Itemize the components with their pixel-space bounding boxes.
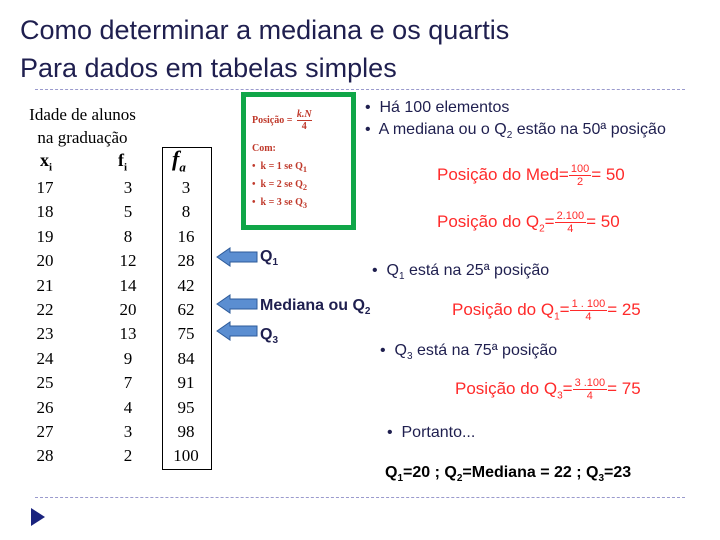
q1-arrow-label: $Q_1$ (260, 248, 279, 269)
table-row (0, 274, 160, 298)
cell-cumulative-frequency: 16 (177, 226, 195, 246)
formula-q2: Posição do $Q_2=$ $\frac{2.100}{4}$ = 50 (437, 210, 620, 235)
cell-frequency: 8 (123, 226, 133, 246)
cell-age: 27 (36, 422, 54, 441)
table-row (0, 298, 160, 322)
cell-cumulative-frequency: 100 (173, 446, 199, 466)
median-arrow-label: Mediana ou $Q_2$ (260, 297, 371, 318)
page-title: Como determinar a mediana e os quartis (20, 15, 510, 45)
formula-position: Posição = $\frac{k.N}{4}$ (252, 109, 312, 132)
cell-age: 17 (36, 178, 54, 197)
table-row (0, 225, 160, 249)
cell-frequency: 7 (123, 373, 133, 393)
cumulative-frequency-column (162, 176, 210, 469)
cell-age: 21 (36, 275, 54, 295)
bullet-elements: • Há 100 elementos (365, 99, 510, 116)
formula-q1: Posição do $Q_1=$ $\frac{1 . 100}{4}$ = 25 (452, 298, 641, 323)
table-row (0, 200, 160, 224)
cell-cumulative-frequency: 95 (177, 397, 195, 417)
arrow-left-icon (216, 294, 258, 314)
cell-age: 18 (36, 202, 54, 222)
cell-age: 28 (36, 446, 54, 466)
cell-cumulative-frequency: 91 (177, 373, 195, 393)
bullet-portanto: • Portanto... (387, 424, 476, 441)
cell-cumulative-frequency: 8 (181, 202, 191, 222)
bullet-median-position: • A mediana ou o $Q_2$ estão na 50ª posição (365, 121, 666, 142)
cell-frequency: 5 (123, 202, 133, 222)
cell-frequency: 12 (119, 251, 137, 271)
cell-age: 23 (36, 324, 54, 344)
cell-frequency: 4 (123, 397, 133, 417)
cell-cumulative-frequency: 3 (181, 178, 191, 197)
cell-cumulative-frequency: 42 (177, 275, 195, 295)
q3-arrow-label: $Q_3$ (260, 326, 279, 347)
table-row (0, 347, 160, 371)
table-row (0, 371, 160, 395)
formula-q3: Posição do $Q_3=$ $\frac{3 .100}{4}$ = 75 (455, 377, 641, 402)
cell-age: 25 (36, 373, 54, 393)
col-header-xi: $x_i$ (40, 150, 53, 174)
cell-frequency: 3 (123, 178, 133, 197)
table-row (0, 396, 160, 420)
cell-frequency: 14 (119, 275, 137, 295)
cell-age: 22 (36, 300, 54, 319)
table-caption-line2: na graduação (37, 128, 128, 147)
arrow-left-icon (216, 247, 258, 267)
cell-cumulative-frequency: 28 (177, 251, 195, 271)
table-caption-line1: Idade de alunos (29, 105, 136, 124)
formula-cases: • k = 1 se $Q_1$ • k = 2 se $Q_2$ • k = 3 se $Q_3$ (252, 161, 308, 210)
top-divider (35, 89, 685, 90)
arrow-left-icon (216, 321, 258, 341)
cell-frequency: 2 (123, 446, 133, 466)
triangle-right-icon[interactable] (30, 507, 46, 527)
formula-median: Posição do Med= $\frac{100}{2}$ = 50 (437, 163, 625, 188)
table-row (0, 176, 160, 200)
cell-frequency: 20 (119, 300, 137, 319)
formula-card (241, 92, 356, 230)
cell-frequency: 9 (123, 348, 133, 368)
formula-com-label: Com: (252, 143, 276, 154)
cell-age: 20 (36, 251, 54, 271)
cell-cumulative-frequency: 98 (177, 421, 195, 441)
cell-cumulative-frequency: 75 (177, 324, 195, 344)
bottom-divider (35, 497, 685, 498)
cell-age: 24 (36, 348, 54, 368)
table-row (0, 444, 160, 468)
cell-age: 19 (36, 226, 54, 246)
table-row (0, 322, 160, 346)
col-header-fa: $f_a$ (172, 146, 186, 175)
table-row (0, 249, 160, 273)
cell-cumulative-frequency: 84 (177, 348, 195, 368)
col-header-fi: $f_i$ (118, 150, 128, 174)
bullet-q1-position: • $Q_1$ está na 25ª posição (372, 262, 550, 283)
page-subtitle: Para dados em tabelas simples (20, 53, 397, 83)
conclusion-quartiles: $Q_1=20$ ; $Q_2=Mediana = 22$ ; $Q_3=23$ (385, 464, 632, 485)
cell-age: 26 (36, 397, 54, 417)
bullet-q3-position: • $Q_3$ está na 75ª posição (380, 342, 558, 363)
table-row (0, 420, 160, 444)
cell-frequency: 13 (119, 324, 137, 344)
cell-frequency: 3 (123, 422, 133, 441)
cell-cumulative-frequency: 62 (177, 299, 195, 319)
